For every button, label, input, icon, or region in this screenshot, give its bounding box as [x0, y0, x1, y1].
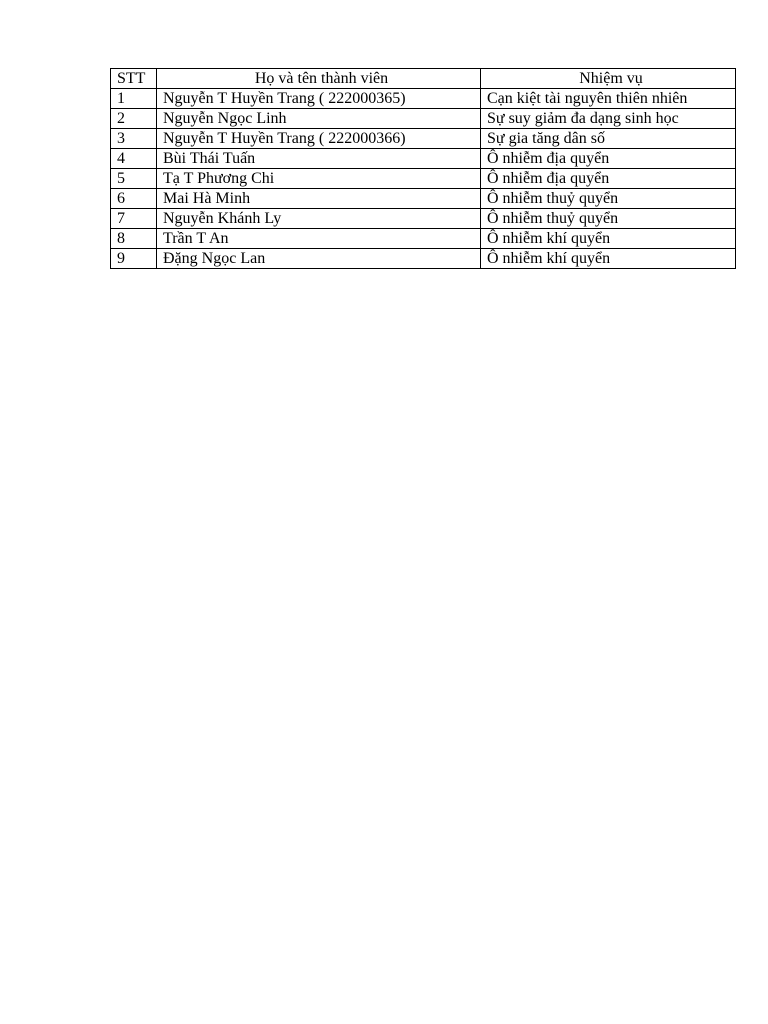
row-member-name: Nguyễn Ngọc Linh: [157, 109, 481, 129]
table-body: [111, 89, 736, 269]
row-stt: 1: [111, 89, 157, 109]
table-row: [111, 229, 736, 249]
table-row: [111, 169, 736, 189]
row-member-name: Bùi Thái Tuấn: [157, 149, 481, 169]
row-task: Ô nhiễm khí quyển: [481, 229, 736, 249]
header-row: [111, 69, 736, 89]
row-task: Ô nhiễm thuỷ quyển: [481, 209, 736, 229]
header-stt: STT: [111, 69, 157, 89]
row-stt: 6: [111, 189, 157, 209]
row-stt: 4: [111, 149, 157, 169]
row-stt: 2: [111, 109, 157, 129]
row-member-name: Nguyễn Khánh Ly: [157, 209, 481, 229]
row-stt: 9: [111, 249, 157, 269]
row-member-name: Đặng Ngọc Lan: [157, 249, 481, 269]
table-row: [111, 149, 736, 169]
table-row: [111, 209, 736, 229]
row-task: Cạn kiệt tài nguyên thiên nhiên: [481, 89, 736, 109]
table-row: [111, 89, 736, 109]
table-row: [111, 129, 736, 149]
row-member-name: Trần T An: [157, 229, 481, 249]
table-row: [111, 109, 736, 129]
row-task: Ô nhiễm địa quyển: [481, 169, 736, 189]
row-stt: 8: [111, 229, 157, 249]
table-row: [111, 249, 736, 269]
row-member-name: Nguyễn T Huyền Trang ( 222000366): [157, 129, 481, 149]
member-task-table: [110, 68, 736, 269]
row-stt: 7: [111, 209, 157, 229]
row-stt: 3: [111, 129, 157, 149]
row-task: Ô nhiễm thuỷ quyển: [481, 189, 736, 209]
row-member-name: Nguyễn T Huyền Trang ( 222000365): [157, 89, 481, 109]
row-stt: 5: [111, 169, 157, 189]
table-row: [111, 189, 736, 209]
header-task: Nhiệm vụ: [481, 69, 736, 89]
table-header: [111, 69, 736, 89]
row-task: Sự suy giảm đa dạng sinh học: [481, 109, 736, 129]
header-member-name: Họ và tên thành viên: [157, 69, 481, 89]
row-task: Ô nhiễm khí quyển: [481, 249, 736, 269]
row-task: Sự gia tăng dân số: [481, 129, 736, 149]
row-member-name: Mai Hà Minh: [157, 189, 481, 209]
row-member-name: Tạ T Phương Chi: [157, 169, 481, 189]
row-task: Ô nhiễm địa quyển: [481, 149, 736, 169]
